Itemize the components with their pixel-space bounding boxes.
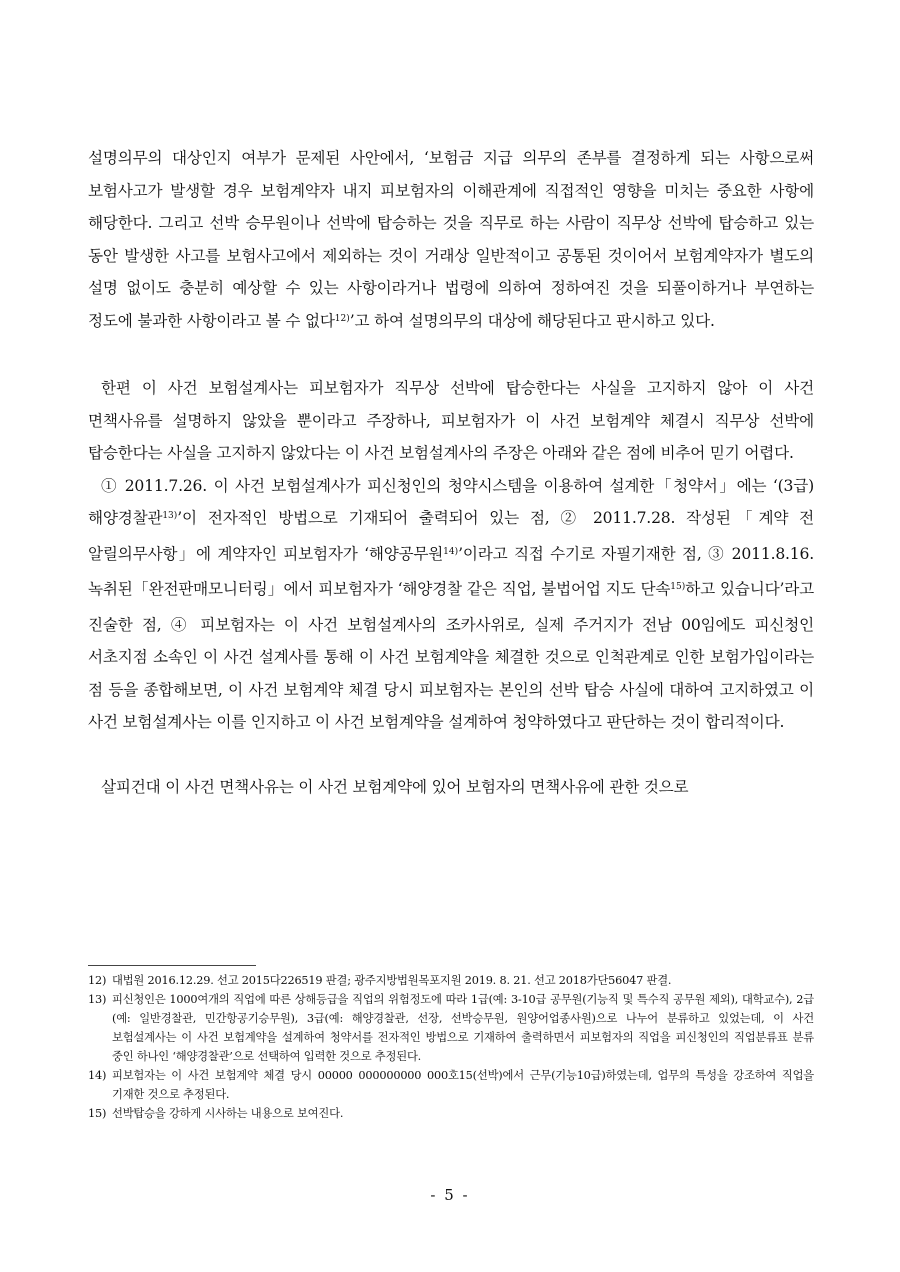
paragraph-3-seg-2: ’이 전자적인 방법으로 기재되어 출력되어 있는 점, ② 2011.7.28. 작성된「계약 전 알릴의무사항」에 계약자인 피보험자가 ‘해양공무원 (88, 509, 814, 563)
footnotes-section (88, 971, 814, 1123)
footnote-ref-13[interactable]: 13) (162, 511, 178, 521)
footnote-divider (88, 965, 256, 966)
footnote-text: 선박탑승을 강하게 시사하는 내용으로 보여진다. (112, 1107, 344, 1120)
paragraph-1-text: 설명의무의 대상인지 여부가 문제된 사안에서, ‘보험금 지급 의무의 존부를 결정하게 되는 사항으로써 보험사고가 발생할 경우 보험계약자 내지 피보험자의 이해관계에 직접적인 영향을 미치는 중요한 사항에 해당한다. 그리고 선박 승무원이나 선박에 탑승하는 것을 직무로 하는 사람이 직무상 선박에 탑승하고 있는 동안 발생한 사고를 보험사고에서 제외하는 것이 거래상 일반적이고 공통된 것이어서 보험계약자가 별도의 설명 없이도 충분히 예상할 수 있는 사항이라거나 법령에 의하여 정하여진 것을 되풀이하거나 부연하는 정도에 불과한 사항이라고 볼 수 없다 (88, 149, 814, 330)
footnote-15 (88, 1104, 814, 1123)
footnote-text: 대법원 2016.12.29. 선고 2015다226519 판결; 광주지방법원목포지원 2019. 8. 21. 선고 2018가단56047 판결. (112, 974, 672, 987)
paragraph-gap (88, 739, 814, 771)
paragraph-1 (88, 142, 814, 340)
paragraph-1-text-end: ’고 하여 설명의무의 대상에 해당된다고 판시하고 있다. (349, 311, 715, 330)
footnote-12 (88, 971, 814, 990)
paragraph-3 (88, 470, 814, 739)
footnote-number: 12) (88, 974, 107, 987)
paragraph-gap (88, 340, 814, 372)
footnote-ref-12[interactable]: 12) (334, 313, 350, 324)
paragraph-3-seg-3: ’이라고 직접 수기로 자필기재한 점, ③ 2011.8.16. 녹취된「완전판매모니터링」에서 피보험자가 ‘해양경찰 같은 직업, 불법어업 지도 단속 (88, 544, 815, 598)
paragraph-4: 살피건대 이 사건 면책사유는 이 사건 보험계약에 있어 보험자의 면책사유에 관한 것으로 (101, 777, 689, 796)
paragraph-3-seg-1: ① 2011.7.26. 이 사건 보험설계사가 피신청인의 청약시스템을 이용하여 설계한「청약서」에는 ‘(3급) 해양경찰관 (88, 476, 814, 527)
footnote-number: 14) (88, 1069, 107, 1082)
footnote-14 (88, 1066, 814, 1104)
footnote-text: 피신청인은 1000여개의 직업에 따른 상해등급을 직업의 위험정도에 따라 1급(예: 3-10급 공무원(기능직 및 특수직 공무원 제외), 대학교수), 2급(예: 일반경찰관, 민간항공기승무원), 3급(예: 해양경찰관, 선장, 선박승무원, 원양어업종사원)으로 나누어 분류하고 있었는데, 이 사건 보험설계사는 이 사건 보험계약을 설계하여 청약서를 전자적인 방법으로 기재하여 출력하면서 피보험자의 직업을 피신청인의 직업분류표 분류 중인 하나인 ‘해양경찰관’으로 선택하여 입력한 것으로 추정된다. (112, 993, 814, 1063)
footnote-text: 피보험자는 이 사건 보험계약 체결 당시 00000 000000000 000호15(선박)에서 근무(기능10급)하였는데, 업무의 특성을 강조하여 직업을 기재한 것으로 추정된다. (112, 1069, 814, 1101)
footnote-ref-14[interactable]: 14) (443, 546, 459, 557)
body-text (88, 142, 814, 803)
footnote-13 (88, 990, 814, 1066)
footnote-number: 15) (88, 1107, 107, 1120)
paragraph-2: 한편 이 사건 보험설계사는 피보험자가 직무상 선박에 탑승한다는 사실을 고지하지 않아 이 사건 면책사유를 설명하지 않았을 뿐이라고 주장하나, 피보험자가 이 사건 보험계약 체결시 직무상 선박에 탑승한다는 사실을 고지하지 않았다는 이 사건 보험설계사의 주장은 아래와 같은 점에 비추어 믿기 어렵다. (88, 379, 814, 462)
footnote-number: 13) (88, 993, 107, 1006)
page-number: - 5 - (430, 1186, 470, 1204)
footnote-ref-15[interactable]: 15) (670, 582, 686, 592)
paragraph-3-seg-4: 하고 있습니다’라고 진술한 점, ④ 피보험자는 이 사건 보험설계사의 조카사위로, 실제 주거지가 전남 00임에도 피신청인 서초지점 소속인 이 사건 설계사를 통해 이 사건 보험계약을 체결한 것으로 인척관계로 인한 보험가입이라는 점 등을 종합해보면, 이 사건 보험계약 체결 당시 피보험자는 본인의 선박 탑승 사실에 대하여 고지하였고 이 사건 보험설계사는 이를 인지하고 이 사건 보험계약을 설계하여 청약하였다고 판단하는 것이 합리적이다. (88, 580, 814, 731)
